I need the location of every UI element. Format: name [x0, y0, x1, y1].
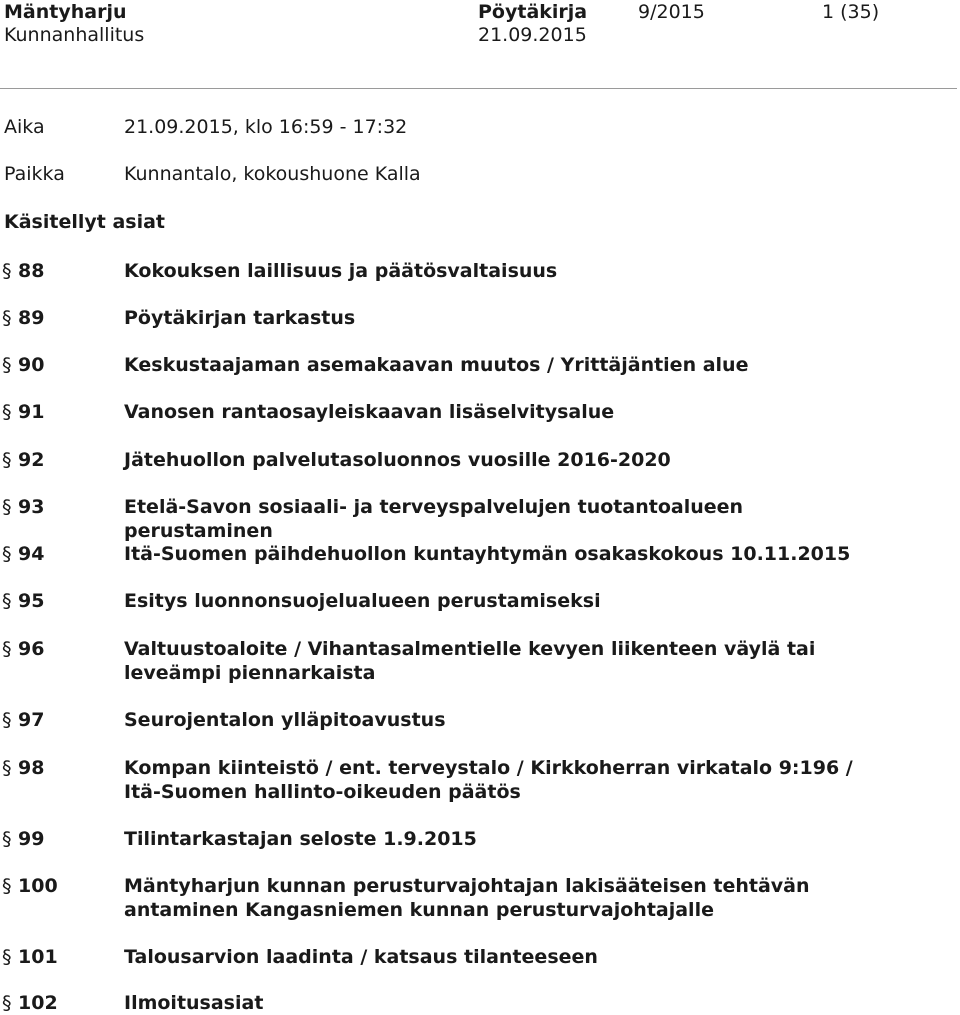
section-number: 96	[18, 638, 45, 660]
section-symbol: §	[2, 354, 12, 376]
section-symbol: §	[2, 757, 12, 779]
section-symbol: §	[2, 946, 12, 968]
section-symbol: §	[2, 449, 12, 471]
section-number: 95	[18, 590, 45, 612]
item-title: Tilintarkastajan seloste 1.9.2015	[124, 828, 477, 850]
item-title: Kokouksen laillisuus ja päätösvaltaisuus	[124, 260, 558, 282]
section-symbol: §	[2, 496, 12, 518]
section-symbol: §	[2, 590, 12, 612]
item-title: Pöytäkirjan tarkastus	[124, 307, 356, 329]
section-number: 94	[18, 543, 45, 565]
item-title: Mäntyharjun kunnan perusturvajohtajan lakisääteisen tehtävän antaminen Kangasniemen kunnan perusturvajohtajalle	[124, 875, 810, 921]
section-symbol: §	[2, 638, 12, 660]
section-number: 92	[18, 449, 45, 471]
section-symbol: §	[2, 543, 12, 565]
item-title: Valtuustoaloite / Vihantasalmentielle kevyen liikenteen väylä tai leveämpi piennarkaista	[124, 638, 816, 684]
item-title: Itä-Suomen päihdehuollon kuntayhtymän osakaskokous 10.11.2015	[124, 543, 851, 565]
section-symbol: §	[2, 828, 12, 850]
item-title: Talousarvion laadinta / katsaus tilanteeseen	[124, 946, 598, 968]
item-title: Seurojentalon ylläpitoavustus	[124, 709, 446, 731]
section-number: 97	[18, 709, 45, 731]
section-symbol: §	[2, 709, 12, 731]
section-number: 102	[18, 992, 58, 1014]
item-title: Ilmoitusasiat	[124, 992, 264, 1014]
agenda-heading: Käsitellyt asiat	[4, 211, 165, 233]
section-number: 100	[18, 875, 58, 897]
section-number: 88	[18, 260, 45, 282]
section-number: 89	[18, 307, 45, 329]
section-symbol: §	[2, 260, 12, 282]
section-number: 99	[18, 828, 45, 850]
section-symbol: §	[2, 992, 12, 1014]
time-value: 21.09.2015, klo 16:59 - 17:32	[124, 116, 408, 138]
item-title: Vanosen rantaosayleiskaavan lisäselvitysalue	[124, 401, 615, 423]
item-title: Etelä-Savon sosiaali- ja terveyspalvelujen tuotantoalueen perustaminen	[124, 496, 744, 542]
section-number: 101	[18, 946, 58, 968]
municipality-name: Mäntyharju	[4, 1, 127, 23]
page-number: 1 (35)	[822, 1, 880, 23]
item-title: Keskustaajaman asemakaavan muutos / Yrittäjäntien alue	[124, 354, 749, 376]
item-title: Kompan kiinteistö / ent. terveystalo / Kirkkoherran virkatalo 9:196 / Itä-Suomen hallinto-oikeuden päätös	[124, 757, 853, 803]
section-symbol: §	[2, 401, 12, 423]
section-symbol: §	[2, 875, 12, 897]
document-number: 9/2015	[638, 1, 705, 23]
document-type: Pöytäkirja	[478, 1, 588, 23]
place-value: Kunnantalo, kokoushuone Kalla	[124, 163, 421, 185]
item-title: Esitys luonnonsuojelualueen perustamiseksi	[124, 590, 601, 612]
header-divider	[0, 88, 957, 89]
time-label: Aika	[4, 116, 45, 138]
section-symbol: §	[2, 307, 12, 329]
section-number: 91	[18, 401, 45, 423]
section-number: 93	[18, 496, 45, 518]
place-label: Paikka	[4, 163, 65, 185]
body-name: Kunnanhallitus	[4, 24, 145, 46]
section-number: 98	[18, 757, 45, 779]
document-date: 21.09.2015	[478, 24, 587, 46]
item-title: Jätehuollon palvelutasoluonnos vuosille 2016-2020	[124, 449, 671, 471]
section-number: 90	[18, 354, 45, 376]
